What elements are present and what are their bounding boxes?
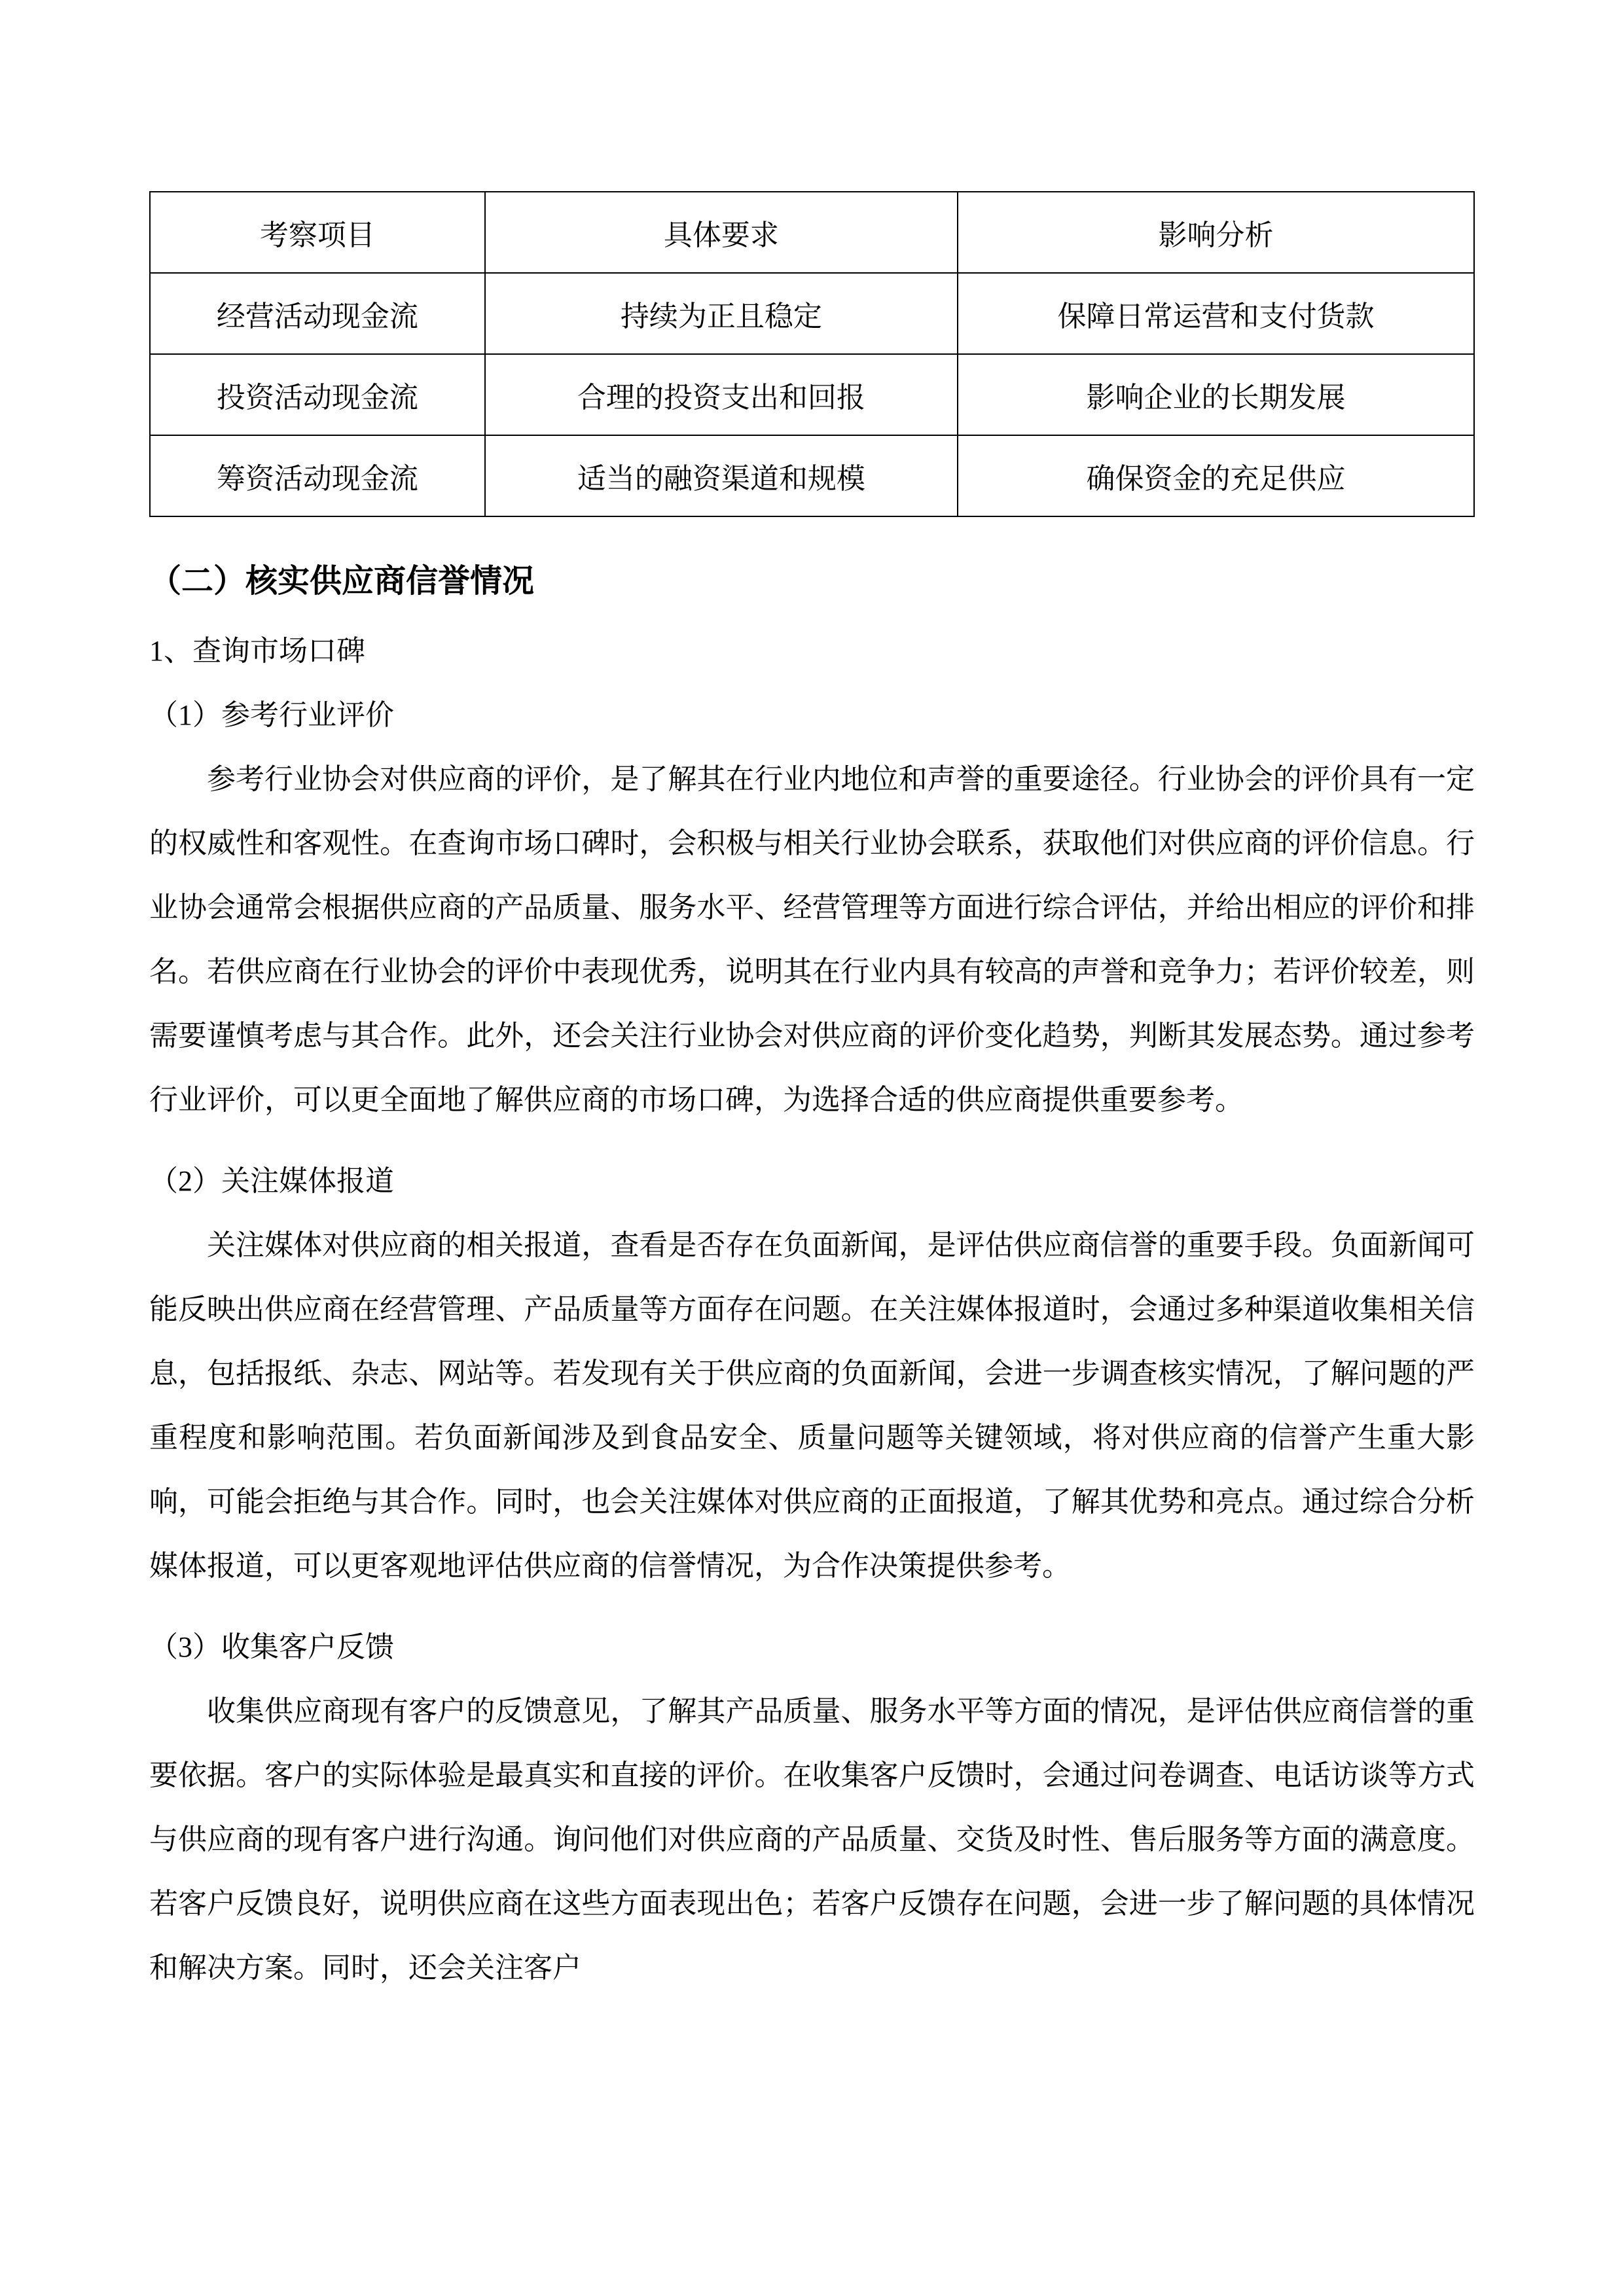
item-title-industry-evaluation: （1）参考行业评价 [149, 699, 394, 731]
table-row [150, 435, 1474, 516]
table-cell: 保障日常运营和支付货款 [958, 273, 1474, 354]
paragraph-customer-feedback: 收集供应商现有客户的反馈意见，了解其产品质量、服务水平等方面的情况，是评估供应商信誉的重要依据。客户的实际体验是最真实和直接的评价。在收集客户反馈时，会通过问卷调查、电话访谈等方式与供应商的现有客户进行沟通。询问他们对供应商的产品质量、交货及时性、售后服务等方面的满意度。若客户反馈良好，说明供应商在这些方面表现出色；若客户反馈存在问题，会进一步了解问题的具体情况和解决方案。同时，还会关注客户 [149, 1695, 1475, 1984]
table-header-cell: 考察项目 [150, 192, 485, 273]
table-cell: 影响企业的长期发展 [958, 354, 1474, 435]
item-title-customer-feedback: （3）收集客户反馈 [149, 1631, 394, 1663]
section-heading: （二）核实供应商信誉情况 [149, 563, 535, 599]
table-row [150, 354, 1474, 435]
cash-flow-review-table [149, 191, 1475, 517]
paragraph-industry-evaluation: 参考行业协会对供应商的评价，是了解其在行业内地位和声誉的重要途径。行业协会的评价具有一定的权威性和客观性。在查询市场口碑时，会积极与相关行业协会联系，获取他们对供应商的评价信息。行业协会通常会根据供应商的产品质量、服务水平、经营管理等方面进行综合评估，并给出相应的评价和排名。若供应商在行业协会的评价中表现优秀，说明其在行业内具有较高的声誉和竞争力；若评价较差，则需要谨慎考虑与其合作。此外，还会关注行业协会对供应商的评价变化趋势，判断其发展态势。通过参考行业评价，可以更全面地了解供应商的市场口碑，为选择合适的供应商提供重要参考。 [149, 763, 1475, 1116]
table-row [150, 273, 1474, 354]
table-cell: 持续为正且稳定 [485, 273, 958, 354]
table-cell: 适当的融资渠道和规模 [485, 435, 958, 516]
table-cell: 筹资活动现金流 [150, 435, 485, 516]
table-cell: 投资活动现金流 [150, 354, 485, 435]
table-cell: 确保资金的充足供应 [958, 435, 1474, 516]
table-cell: 合理的投资支出和回报 [485, 354, 958, 435]
table-header-row [150, 192, 1474, 273]
table-header-cell: 具体要求 [485, 192, 958, 273]
table-cell: 经营活动现金流 [150, 273, 485, 354]
item-title-media-reports: （2）关注媒体报道 [149, 1165, 394, 1197]
paragraph-media-reports: 关注媒体对供应商的相关报道，查看是否存在负面新闻，是评估供应商信誉的重要手段。负面新闻可能反映出供应商在经营管理、产品质量等方面存在问题。在关注媒体报道时，会通过多种渠道收集相关信息，包括报纸、杂志、网站等。若发现有关于供应商的负面新闻，会进一步调查核实情况，了解问题的严重程度和影响范围。若负面新闻涉及到食品安全、质量问题等关键领域，将对供应商的信誉产生重大影响，可能会拒绝与其合作。同时，也会关注媒体对供应商的正面报道，了解其优势和亮点。通过综合分析媒体报道，可以更客观地评估供应商的信誉情况，为合作决策提供参考。 [149, 1229, 1475, 1582]
table-header-cell: 影响分析 [958, 192, 1474, 273]
sub-heading-market-reputation: 1、查询市场口碑 [149, 635, 365, 667]
